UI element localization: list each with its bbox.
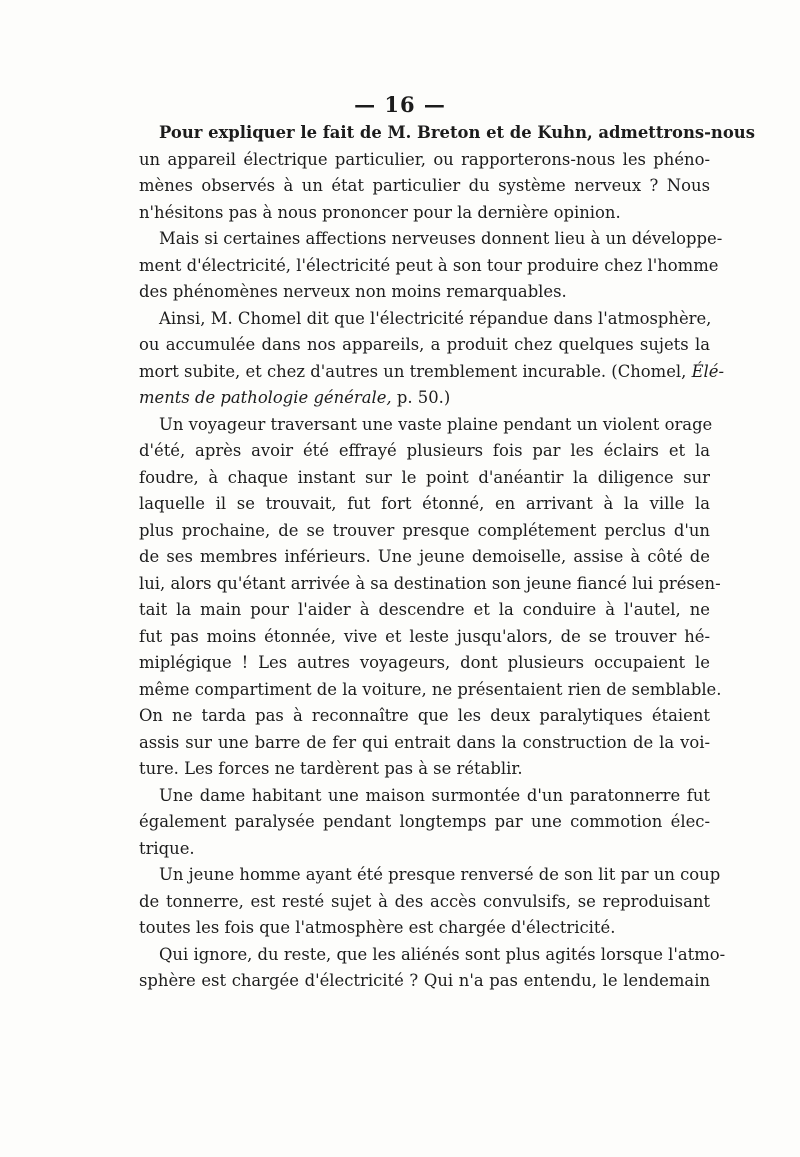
text-line (139, 968, 710, 995)
line-text: de tonnerre, est resté sujet à des accès convulsifs, se reproduisant (139, 891, 710, 911)
text-line (139, 836, 710, 863)
text-line (139, 862, 721, 889)
text-line (139, 889, 710, 916)
line-text: Une dame habitant une maison surmontée d'un paratonnerre fut (159, 785, 710, 805)
line-text: ture. Les forces ne tardèrent pas à se rétablir. (139, 759, 523, 778)
page-number: — 16 — (354, 92, 446, 117)
text-line (139, 624, 710, 651)
line-text: ment d'électricité, l'électricité peut à son tour produire chez l'homme (139, 255, 719, 275)
line-text: de ses membres inférieurs. Une jeune demoiselle, assise à côté de (139, 547, 710, 566)
line-text: Un jeune homme ayant été presque renversé de son lit par un coup (159, 865, 721, 884)
line-text: ou accumulée dans nos appareils, a produit chez quelques sujets la (139, 335, 710, 354)
line-text: tait la main pour l'aider à descendre et la conduire à l'autel, ne (139, 600, 710, 619)
text-line (139, 359, 725, 386)
line-text: Pour expliquer le fait de M. Breton et de Kuhn, admettrons-nous (159, 123, 755, 142)
line-text: sphère est chargée d'électricité ? Qui n'a pas entendu, le lendemain (139, 971, 710, 990)
line-text: toutes les fois que l'atmosphère est chargée d'électricité. (139, 918, 616, 937)
text-line (139, 809, 710, 836)
text-line (139, 438, 710, 465)
text-line (139, 942, 726, 969)
line-text: Mais si certaines affections nerveuses donnent lieu à un développe- (159, 229, 723, 248)
text-line (139, 200, 710, 227)
text-line (139, 279, 710, 306)
line-text: Qui ignore, du reste, que les aliénés sont plus agités lorsque l'atmo- (159, 944, 726, 964)
line-text: plus prochaine, de se trouver presque complétement perclus d'un (139, 520, 710, 540)
italic-text: Élé- (691, 361, 725, 381)
line-text: p. 50.) (391, 388, 451, 407)
text-line (139, 306, 710, 333)
line-text: foudre, à chaque instant sur le point d'anéantir la diligence sur (139, 467, 710, 487)
text-line (139, 491, 710, 518)
line-text: même compartiment de la voiture, ne présentaient rien de semblable. (139, 679, 722, 699)
line-text: lui, alors qu'étant arrivée à sa destination son jeune fiancé lui présen- (139, 573, 721, 593)
text-line (139, 703, 710, 730)
text-line (139, 465, 710, 492)
line-text: d'été, après avoir été effrayé plusieurs fois par les éclairs et la (139, 441, 710, 460)
text-line (139, 412, 713, 439)
text-line (139, 120, 755, 147)
text-line (139, 173, 710, 200)
text-line (139, 332, 710, 359)
text-line (139, 147, 710, 174)
line-text: assis sur une barre de fer qui entrait dans la construction de la voi- (139, 732, 710, 752)
text-line (139, 783, 710, 810)
line-text: Un voyageur traversant une vaste plaine pendant un violent orage (159, 414, 713, 434)
text-line (139, 677, 722, 704)
text-line (139, 571, 721, 598)
line-text: fut pas moins étonnée, vive et leste jusqu'alors, de se trouver hé- (139, 626, 710, 646)
line-text: également paralysée pendant longtemps par une commotion élec- (139, 812, 710, 831)
text-line (139, 518, 710, 545)
text-line (139, 226, 723, 253)
line-text: miplégique ! Les autres voyageurs, dont plusieurs occupaient le (139, 653, 710, 672)
line-text: Ainsi, M. Chomel dit que l'électricité répandue dans l'atmosphère, (159, 308, 712, 328)
text-line (139, 385, 710, 412)
line-text: mènes observés à un état particulier du système nerveux ? Nous (139, 176, 710, 195)
line-text: n'hésitons pas à nous prononcer pour la dernière opinion. (139, 202, 621, 222)
line-text: un appareil électrique particulier, ou rapporterons-nous les phéno- (139, 149, 710, 169)
text-line (139, 253, 719, 280)
line-text: des phénomènes nerveux non moins remarquables. (139, 282, 567, 301)
line-text: laquelle il se trouvait, fut fort étonné, en arrivant à la ville la (139, 494, 710, 513)
text-line (139, 597, 710, 624)
text-line (139, 544, 710, 571)
body-text (139, 120, 755, 995)
italic-text: ments de pathologie générale, (139, 388, 392, 407)
line-text: trique. (139, 838, 195, 858)
text-line (139, 730, 710, 757)
text-line (139, 650, 710, 677)
line-text: On ne tarda pas à reconnaître que les deux paralytiques étaient (139, 706, 710, 725)
text-line (139, 915, 710, 942)
line-text: mort subite, et chez d'autres un tremblement incurable. (Chomel, (139, 361, 692, 381)
text-line (139, 756, 710, 783)
